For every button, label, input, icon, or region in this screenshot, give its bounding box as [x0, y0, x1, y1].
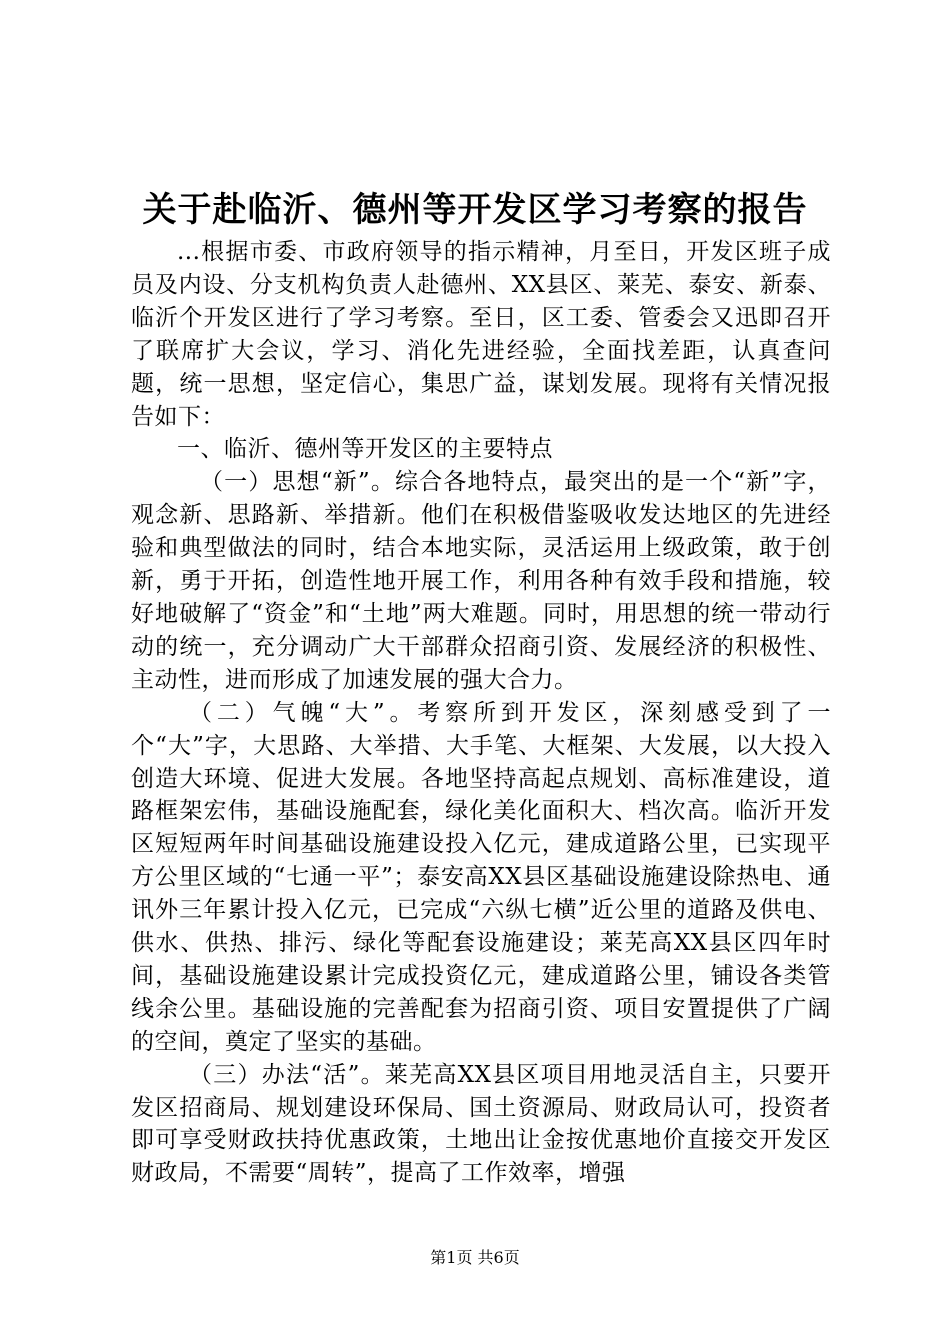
paragraph-point-1: （一）思想“新”。综合各地特点，最突出的是一个“新”字，观念新、思路新、举措新。他们在积极借鉴吸收发达地区的先进经验和典型做法的同时，结合本地实际，灵活运用上级政策，敢于创新，勇于开拓，创造性地开展工作，利用各种有效手段和措施，较好地破解了“资金”和“土地”两大难题。同时，用思想的统一带动行动的统一，充分调动广大干部群众招商引资、发展经济的积极性、主动性，进而形成了加速发展的强大合力。	[131, 469, 831, 693]
section-heading: 一、临沂、德州等开发区的主要特点	[177, 436, 553, 463]
paragraph-point-2: （二）气魄“大”。考察所到开发区，深刻感受到了一个“大”字，大思路、大举措、大手笔、大框架、大发展，以大投入创造大环境、促进大发展。各地坚持高起点规划、高标准建设，道路框架宏伟，基础设施配套，绿化美化面积大、档次高。临沂开发区短短两年时间基础设施建设投入亿元，建成道路公里，已实现平方公里区域的“七通一平”；泰安高XX县区基础设施建设除热电、通讯外三年累计投入亿元，已完成“六纵七横”近公里的道路及供电、供水、供热、排污、绿化等配套设施建设；莱芜高XX县区四年时间，基础设施建设累计完成投资亿元，建成道路公里，铺设各类管线余公里。基础设施的完善配套为招商引资、项目安置提供了广阔的空间，奠定了坚实的基础。	[131, 699, 831, 1055]
document-body	[131, 236, 831, 1190]
paragraph-intro: ...根据市委、市政府领导的指示精神，月至日，开发区班子成员及内设、分支机构负责人赴德州、XX县区、莱芜、泰安、新泰、临沂个开发区进行了学习考察。至日，区工委、管委会又迅即召开了联席扩大会议，学习、消化先进经验，全面找差距，认真查问题，统一思想，坚定信心，集思广益，谋划发展。现将有关情况报告如下：	[131, 239, 831, 430]
paragraph-point-3: （三）办法“活”。莱芜高XX县区项目用地灵活自主，只要开发区招商局、规划建设环保局、国土资源局、财政局认可，投资者即可享受财政扶持优惠政策，土地出让金按优惠地价直接交开发区财政局，不需要“周转”，提高了工作效率，增强	[131, 1061, 831, 1187]
document-title: 关于赴临沂、德州等开发区学习考察的报告	[142, 190, 808, 230]
page-footer: 第1页 共6页	[430, 1248, 520, 1267]
